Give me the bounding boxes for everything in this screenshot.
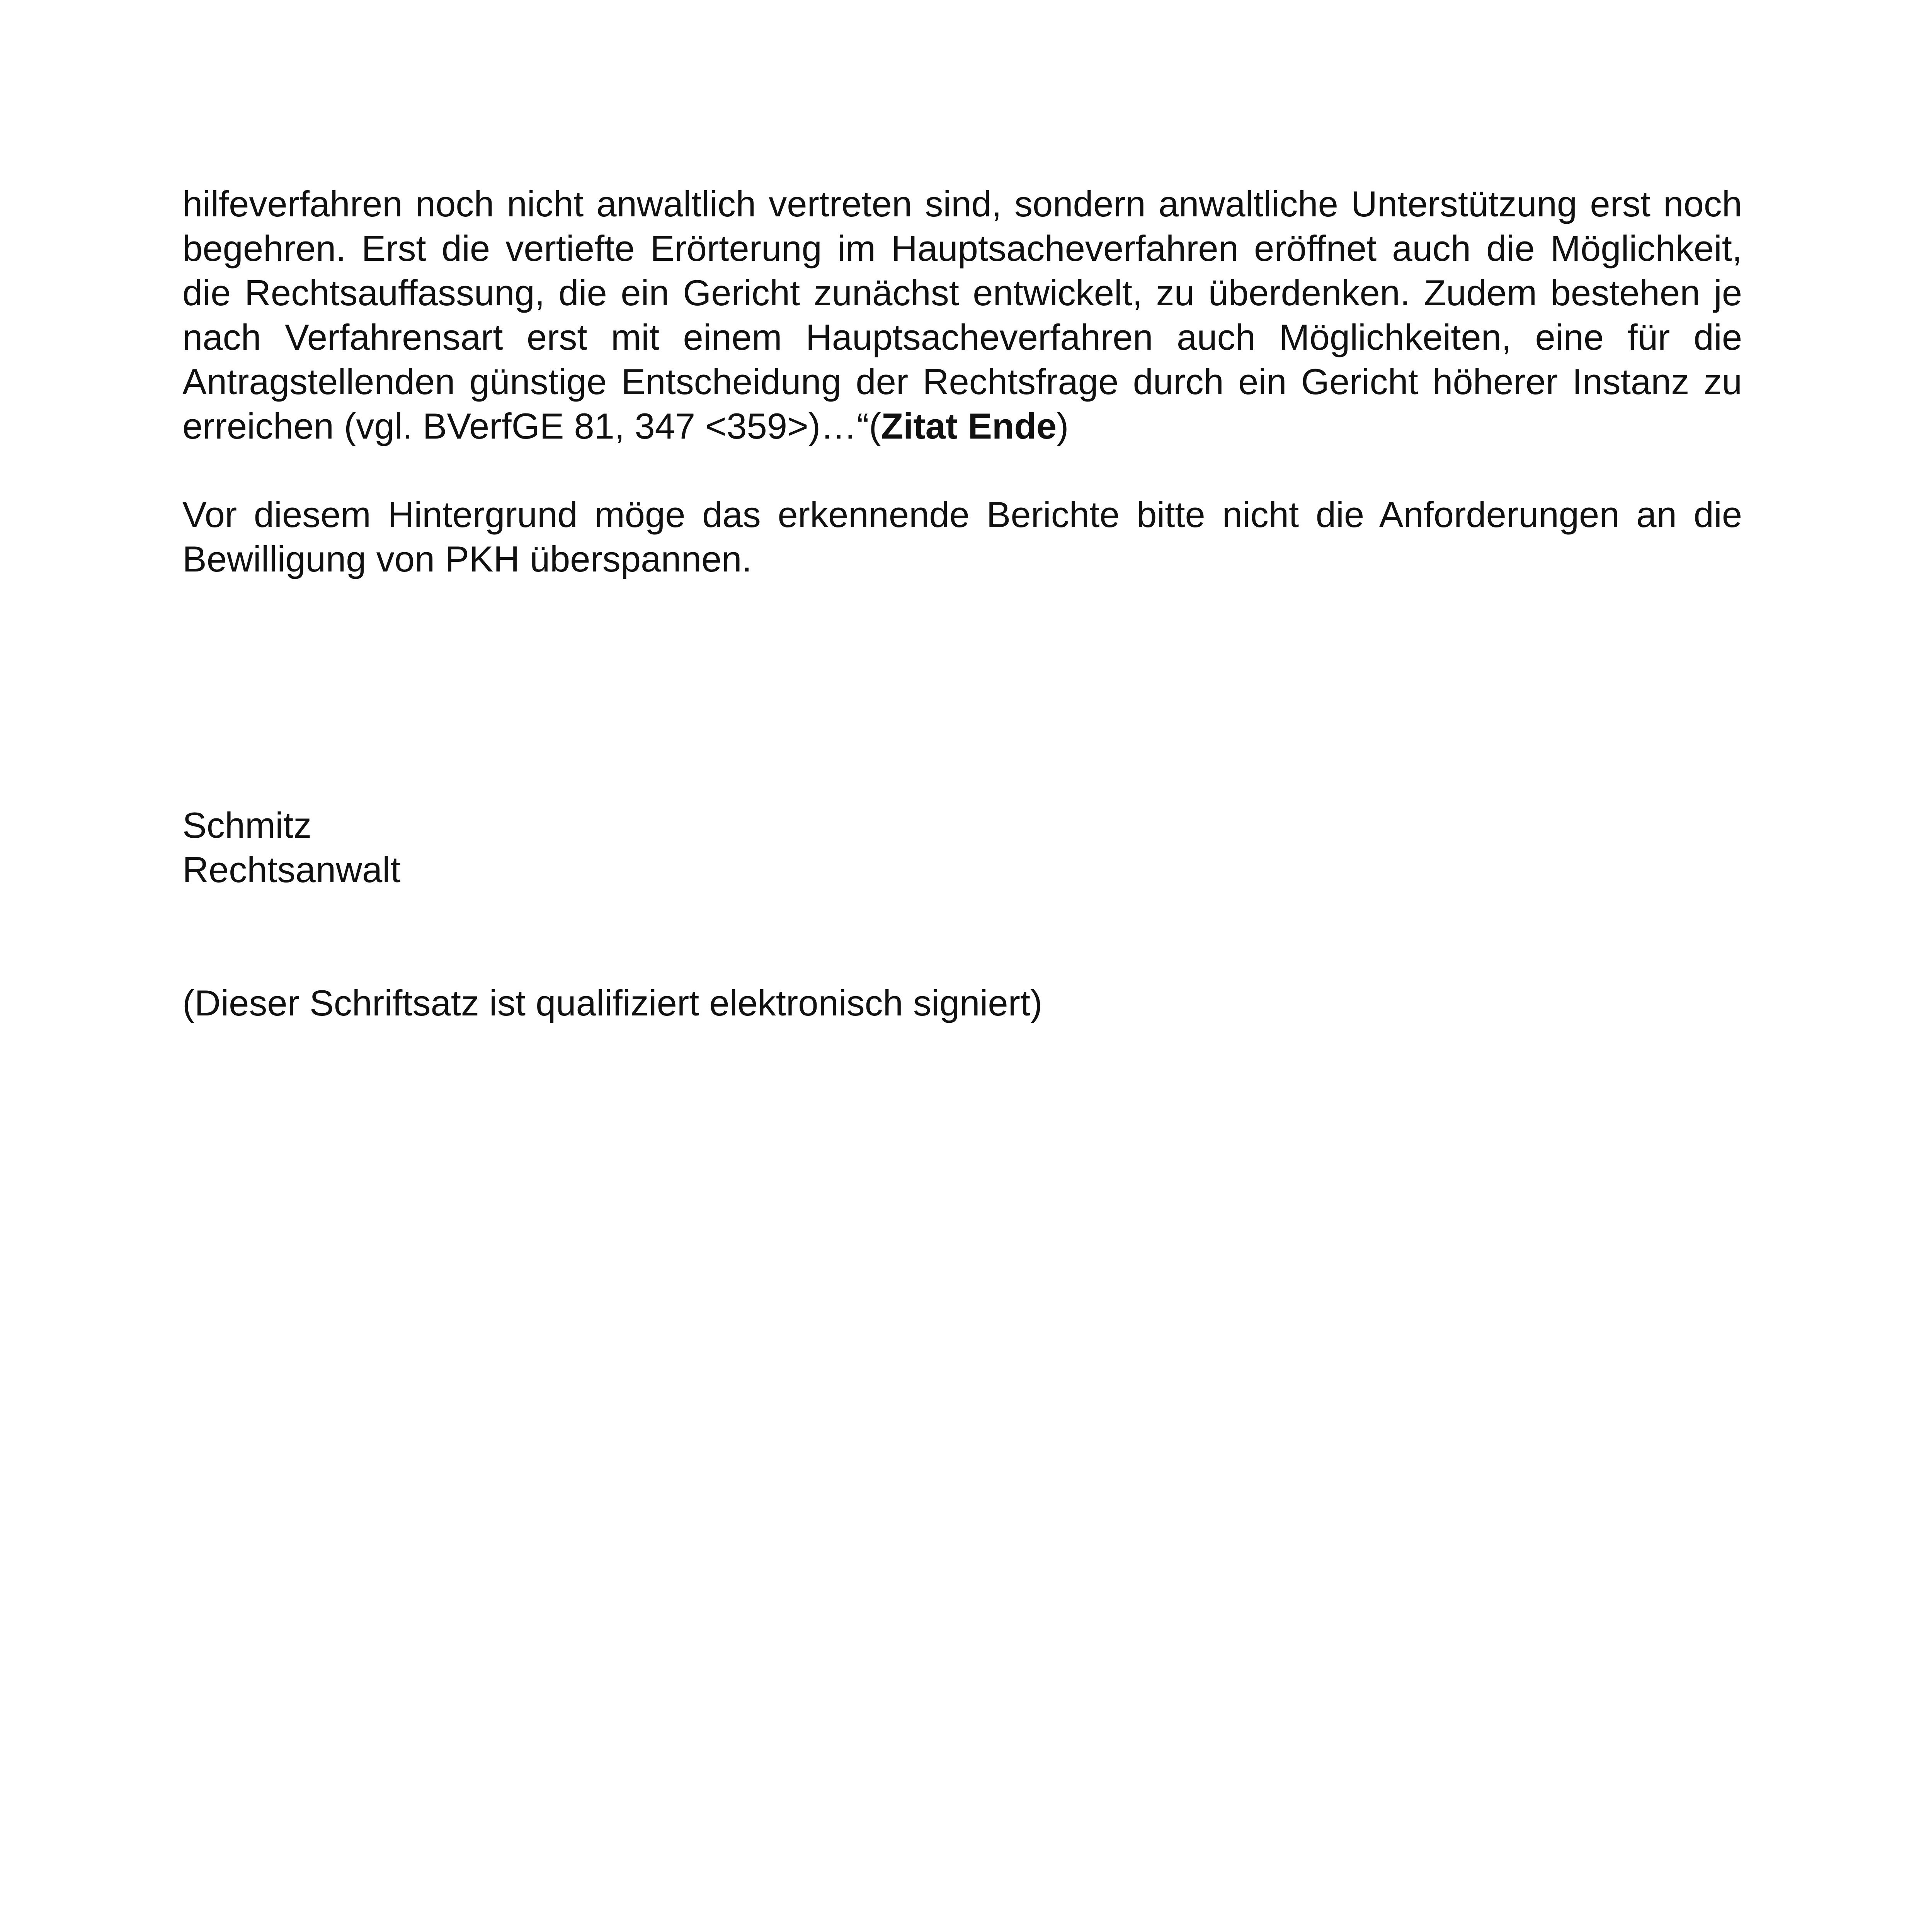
- quote-end-marker: Zitat Ende: [881, 406, 1057, 446]
- signature-title: Rechtsanwalt: [182, 849, 401, 890]
- signature-name: Schmitz: [182, 805, 312, 845]
- paragraph-text: hilfeverfahren noch nicht anwaltlich vertreten sind, sondern anwaltliche Unterstützung erst noch begehren. Erst die vertiefte Erörterung im Hauptsacheverfahren eröffnet auch die Möglichkeit, die Rechtsauffassung, die ein Gericht zunächst entwickelt, zu überdenken. Zudem bestehen je nach Verfahrensart erst mit einem Hauptsacheverfahren auch Möglichkeiten, eine für die Antragstellenden günstige Entscheidung der Rechtsfrage durch ein Gericht höherer Instanz zu erreichen (vgl. BVerfGE 81, 347 <359>)…“(: [182, 184, 1742, 446]
- electronic-signature-note: (Dieser Schriftsatz ist qualifiziert elektronisch signiert): [182, 983, 1043, 1023]
- paragraph-closing-paren: ): [1057, 406, 1069, 446]
- body-paragraph-conclusion: Vor diesem Hintergrund möge das erkennende Berichte bitte nicht die Anforderungen an die Bewilligung von PKH überspannen.: [182, 494, 1742, 579]
- body-paragraph-quote-continuation: [182, 182, 1742, 448]
